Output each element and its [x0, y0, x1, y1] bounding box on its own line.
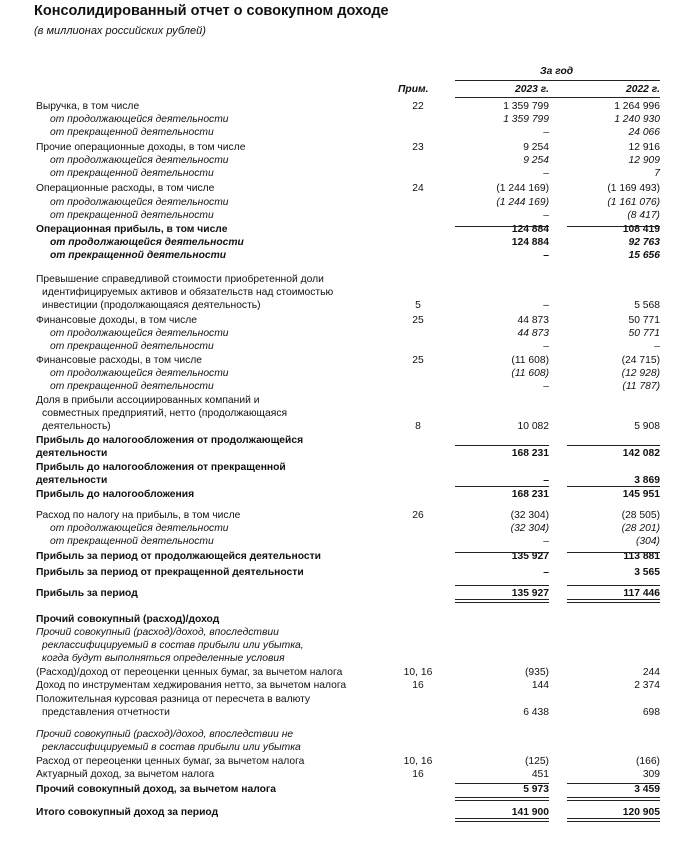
- table-row: [0, 237, 697, 249]
- value-2022: 50 771: [628, 315, 660, 326]
- value-2023: 6 438: [523, 707, 549, 718]
- row-label: деятельности: [36, 475, 108, 486]
- row-label: Положительная курсовая разница от пересчета в валюту: [36, 694, 311, 705]
- value-2023: (32 304): [510, 523, 549, 534]
- table-row: [0, 368, 697, 380]
- value-2023: 135 927: [511, 588, 549, 599]
- row-label: реклассифицируемый в состав прибыли или убытка,: [42, 640, 304, 651]
- subtotal-rule: [455, 445, 549, 446]
- row-label: деятельность): [42, 421, 111, 432]
- value-2022: 3 869: [634, 475, 660, 486]
- value-2022: 1 240 930: [614, 114, 660, 125]
- table-row: [0, 274, 697, 286]
- row-label: идентифицируемых активов и обязательств над стоимостью: [42, 287, 334, 298]
- value-2022: 5 568: [634, 300, 660, 311]
- table-row: [0, 680, 697, 692]
- subtotal-rule: [455, 552, 549, 553]
- value-2023: –: [543, 127, 549, 138]
- value-2023: 9 254: [523, 155, 549, 166]
- row-label: от продолжающейся деятельности: [50, 155, 229, 166]
- value-2022: 113 881: [623, 551, 660, 562]
- table-row: [0, 729, 697, 741]
- value-2023: 9 254: [523, 142, 549, 153]
- table-row: [0, 408, 697, 420]
- value-2022: 5 908: [634, 421, 660, 432]
- row-label: от продолжающейся деятельности: [50, 368, 229, 379]
- value-2023: 141 900: [511, 807, 549, 818]
- row-note: 26: [412, 510, 424, 521]
- value-2023: (935): [524, 667, 549, 678]
- value-2023: 5 973: [523, 784, 549, 795]
- value-2022: (11 787): [622, 381, 660, 392]
- value-2022: 2 374: [634, 680, 660, 691]
- value-2023: –: [543, 567, 549, 578]
- table-row: [0, 328, 697, 340]
- note-column-header: Прим.: [398, 84, 429, 95]
- row-label: Прочий совокупный (расход)/доход, впоследствии не: [36, 729, 294, 740]
- row-label: от прекращенной деятельности: [50, 341, 214, 352]
- row-note: 10, 16: [403, 756, 433, 767]
- total-double-rule: [567, 599, 660, 603]
- table-row: [0, 510, 697, 522]
- year-2022-header: 2022 г.: [626, 84, 660, 95]
- value-2022: 698: [642, 707, 660, 718]
- row-label: от продолжающейся деятельности: [50, 523, 229, 534]
- row-label: от прекращенной деятельности: [50, 127, 214, 138]
- value-2023: 1 359 799: [503, 114, 549, 125]
- row-note: 5: [415, 300, 421, 311]
- value-2022: 50 771: [628, 328, 660, 339]
- row-note: 24: [412, 183, 424, 194]
- row-label: Финансовые расходы, в том числе: [36, 355, 202, 366]
- value-2023: –: [543, 381, 549, 392]
- row-label: (Расход)/доход от переоценки ценных бумаг, за вычетом налога: [36, 667, 343, 678]
- year-2023-header: 2023 г.: [515, 84, 549, 95]
- value-2022: (12 928): [621, 368, 660, 379]
- period-header-rule: [455, 80, 660, 81]
- value-2022: (1 161 076): [607, 197, 660, 208]
- table-row: [0, 769, 697, 781]
- table-row: [0, 627, 697, 639]
- row-note: 25: [412, 315, 424, 326]
- value-2023: 124 884: [511, 237, 549, 248]
- total-double-rule: [567, 797, 660, 801]
- table-row: [0, 155, 697, 167]
- value-2022: 309: [642, 769, 660, 780]
- table-row: [0, 421, 697, 433]
- row-label: деятельности: [36, 448, 108, 459]
- row-label: Прибыль до налогообложения от продолжающейся: [36, 435, 304, 446]
- row-label: Доход по инструментам хеджирования нетто, за вычетом налога: [36, 680, 347, 691]
- row-label: Прочий совокупный (расход)/доход, впоследствии: [36, 627, 279, 638]
- row-label: Актуарный доход, за вычетом налога: [36, 769, 215, 780]
- value-2023: –: [543, 536, 549, 547]
- row-label: Расход от переоценки ценных бумаг, за вычетом налога: [36, 756, 305, 767]
- page-subtitle: (в миллионах российских рублей): [34, 25, 206, 37]
- value-2022: 3 459: [634, 784, 660, 795]
- value-2022: 92 763: [628, 237, 660, 248]
- value-2022: (166): [635, 756, 660, 767]
- table-row: [0, 536, 697, 548]
- table-row: [0, 168, 697, 180]
- row-label: Финансовые доходы, в том числе: [36, 315, 198, 326]
- subtotal-rule: [567, 585, 660, 586]
- value-2022: (1 169 493): [607, 183, 660, 194]
- subtotal-rule: [567, 783, 660, 784]
- subtotal-rule: [455, 226, 549, 227]
- value-2022: 142 082: [622, 448, 660, 459]
- page-title: Консолидированный отчет о совокупном доходе: [34, 3, 389, 19]
- table-row: [0, 287, 697, 299]
- value-2022: 108 419: [622, 224, 660, 235]
- table-row: [0, 667, 697, 679]
- table-row: [0, 523, 697, 535]
- value-2022: (304): [635, 536, 660, 547]
- row-label: когда будут выполняться определенные условия: [42, 653, 285, 664]
- subtotal-rule: [567, 486, 660, 487]
- value-2022: 120 905: [622, 807, 660, 818]
- subtotal-rule: [567, 552, 660, 553]
- value-2022: (28 201): [621, 523, 660, 534]
- value-2023: 451: [531, 769, 549, 780]
- row-label: от продолжающейся деятельности: [50, 328, 229, 339]
- subtotal-rule: [567, 445, 660, 446]
- total-double-rule: [455, 797, 549, 801]
- value-2023: 124 884: [511, 224, 549, 235]
- row-note: 8: [415, 421, 421, 432]
- value-2023: 44 873: [517, 328, 549, 339]
- table-row: [0, 707, 697, 719]
- subtotal-rule: [455, 486, 549, 487]
- value-2023: –: [543, 341, 549, 352]
- value-2023: (11 608): [511, 355, 549, 366]
- table-row: [0, 395, 697, 407]
- subtotal-rule: [455, 783, 549, 784]
- value-2022: 1 264 996: [614, 101, 660, 112]
- value-2023: 168 231: [511, 448, 549, 459]
- value-2022: 12 916: [628, 142, 660, 153]
- row-label: от прекращенной деятельности: [50, 381, 214, 392]
- value-2023: (11 608): [511, 368, 549, 379]
- value-2023: –: [543, 475, 549, 486]
- row-label: от прекращенной деятельности: [50, 210, 214, 221]
- table-row: [0, 250, 697, 262]
- row-label: представления отчетности: [42, 707, 170, 718]
- table-row: [0, 114, 697, 126]
- row-note: 22: [412, 101, 424, 112]
- value-2022: –: [654, 341, 660, 352]
- row-label: инвестиции (продолжающаяся деятельность): [42, 300, 261, 311]
- row-label: совместных предприятий, нетто (продолжающаяся: [42, 408, 288, 419]
- table-row: [0, 653, 697, 665]
- row-label: от продолжающейся деятельности: [50, 114, 229, 125]
- table-row: [0, 210, 697, 222]
- total-double-rule: [455, 599, 549, 603]
- table-row: [0, 742, 697, 754]
- row-note: 10, 16: [403, 667, 433, 678]
- subtotal-rule: [567, 226, 660, 227]
- row-label: реклассифицируемый в состав прибыли или убытка: [42, 742, 301, 753]
- value-2023: 168 231: [511, 489, 549, 500]
- value-2023: –: [543, 210, 549, 221]
- table-row: [0, 101, 697, 113]
- row-label: Прибыль до налогообложения: [36, 489, 195, 500]
- value-2023: –: [543, 168, 549, 179]
- table-row: [0, 614, 697, 626]
- value-2023: –: [543, 300, 549, 311]
- row-note: 16: [412, 680, 424, 691]
- value-2022: 15 656: [628, 250, 660, 261]
- value-2023: 10 082: [517, 421, 549, 432]
- table-row: [0, 355, 697, 367]
- row-label: Прибыль за период от прекращенной деятельности: [36, 567, 304, 578]
- row-label: Прочие операционные доходы, в том числе: [36, 142, 246, 153]
- table-row: [0, 315, 697, 327]
- row-note: 16: [412, 769, 424, 780]
- row-label: от прекращенной деятельности: [50, 250, 227, 261]
- row-note: 23: [412, 142, 424, 153]
- table-row: [0, 448, 697, 460]
- value-2022: (24 715): [621, 355, 660, 366]
- table-row: [0, 756, 697, 768]
- row-label: Доля в прибыли ассоциированных компаний и: [36, 395, 260, 406]
- table-row: [0, 197, 697, 209]
- total-double-rule: [567, 818, 660, 822]
- row-label: Прибыль за период: [36, 588, 138, 599]
- value-2022: 117 446: [623, 588, 660, 599]
- table-row: [0, 300, 697, 312]
- row-label: Операционные расходы, в том числе: [36, 183, 215, 194]
- table-row: [0, 381, 697, 393]
- row-label: Прибыль за период от продолжающейся деятельности: [36, 551, 321, 562]
- value-2023: (1 244 169): [496, 197, 549, 208]
- value-2023: 1 359 799: [503, 101, 549, 112]
- value-2022: (28 505): [621, 510, 660, 521]
- value-2023: (125): [524, 756, 549, 767]
- row-label: Прибыль до налогообложения от прекращенной: [36, 462, 286, 473]
- value-2022: 24 066: [628, 127, 660, 138]
- year-header-rule: [455, 97, 660, 98]
- total-double-rule: [455, 818, 549, 822]
- row-label: Расход по налогу на прибыль, в том числе: [36, 510, 241, 521]
- table-row: [0, 784, 697, 796]
- value-2023: 144: [531, 680, 549, 691]
- row-label: от продолжающейся деятельности: [50, 197, 229, 208]
- subtotal-rule: [455, 585, 549, 586]
- value-2022: 12 909: [628, 155, 660, 166]
- table-row: [0, 462, 697, 474]
- row-note: 25: [412, 355, 424, 366]
- value-2023: –: [543, 250, 549, 261]
- value-2022: 145 951: [622, 489, 660, 500]
- row-label: Операционная прибыль, в том числе: [36, 224, 228, 235]
- table-row: [0, 694, 697, 706]
- table-row: [0, 183, 697, 195]
- value-2023: (32 304): [510, 510, 549, 521]
- table-row: [0, 567, 697, 579]
- table-row: [0, 640, 697, 652]
- row-label: Превышение справедливой стоимости приобретенной доли: [36, 274, 324, 285]
- value-2022: 3 565: [634, 567, 660, 578]
- table-row: [0, 142, 697, 154]
- row-label: от прекращенной деятельности: [50, 536, 214, 547]
- value-2023: 135 927: [511, 551, 549, 562]
- row-label: Итого совокупный доход за период: [36, 807, 219, 818]
- period-header: За год: [540, 66, 574, 77]
- row-label: Прочий совокупный доход, за вычетом налога: [36, 784, 276, 795]
- value-2022: 7: [654, 168, 660, 179]
- row-label: Прочий совокупный (расход)/доход: [36, 614, 220, 625]
- value-2022: 244: [642, 667, 660, 678]
- row-label: от прекращенной деятельности: [50, 168, 214, 179]
- value-2022: (8 417): [627, 210, 660, 221]
- row-label: от продолжающейся деятельности: [50, 237, 244, 248]
- table-row: [0, 127, 697, 139]
- table-row: [0, 341, 697, 353]
- value-2023: (1 244 169): [496, 183, 549, 194]
- row-label: Выручка, в том числе: [36, 101, 140, 112]
- table-row: [0, 489, 697, 501]
- value-2023: 44 873: [517, 315, 549, 326]
